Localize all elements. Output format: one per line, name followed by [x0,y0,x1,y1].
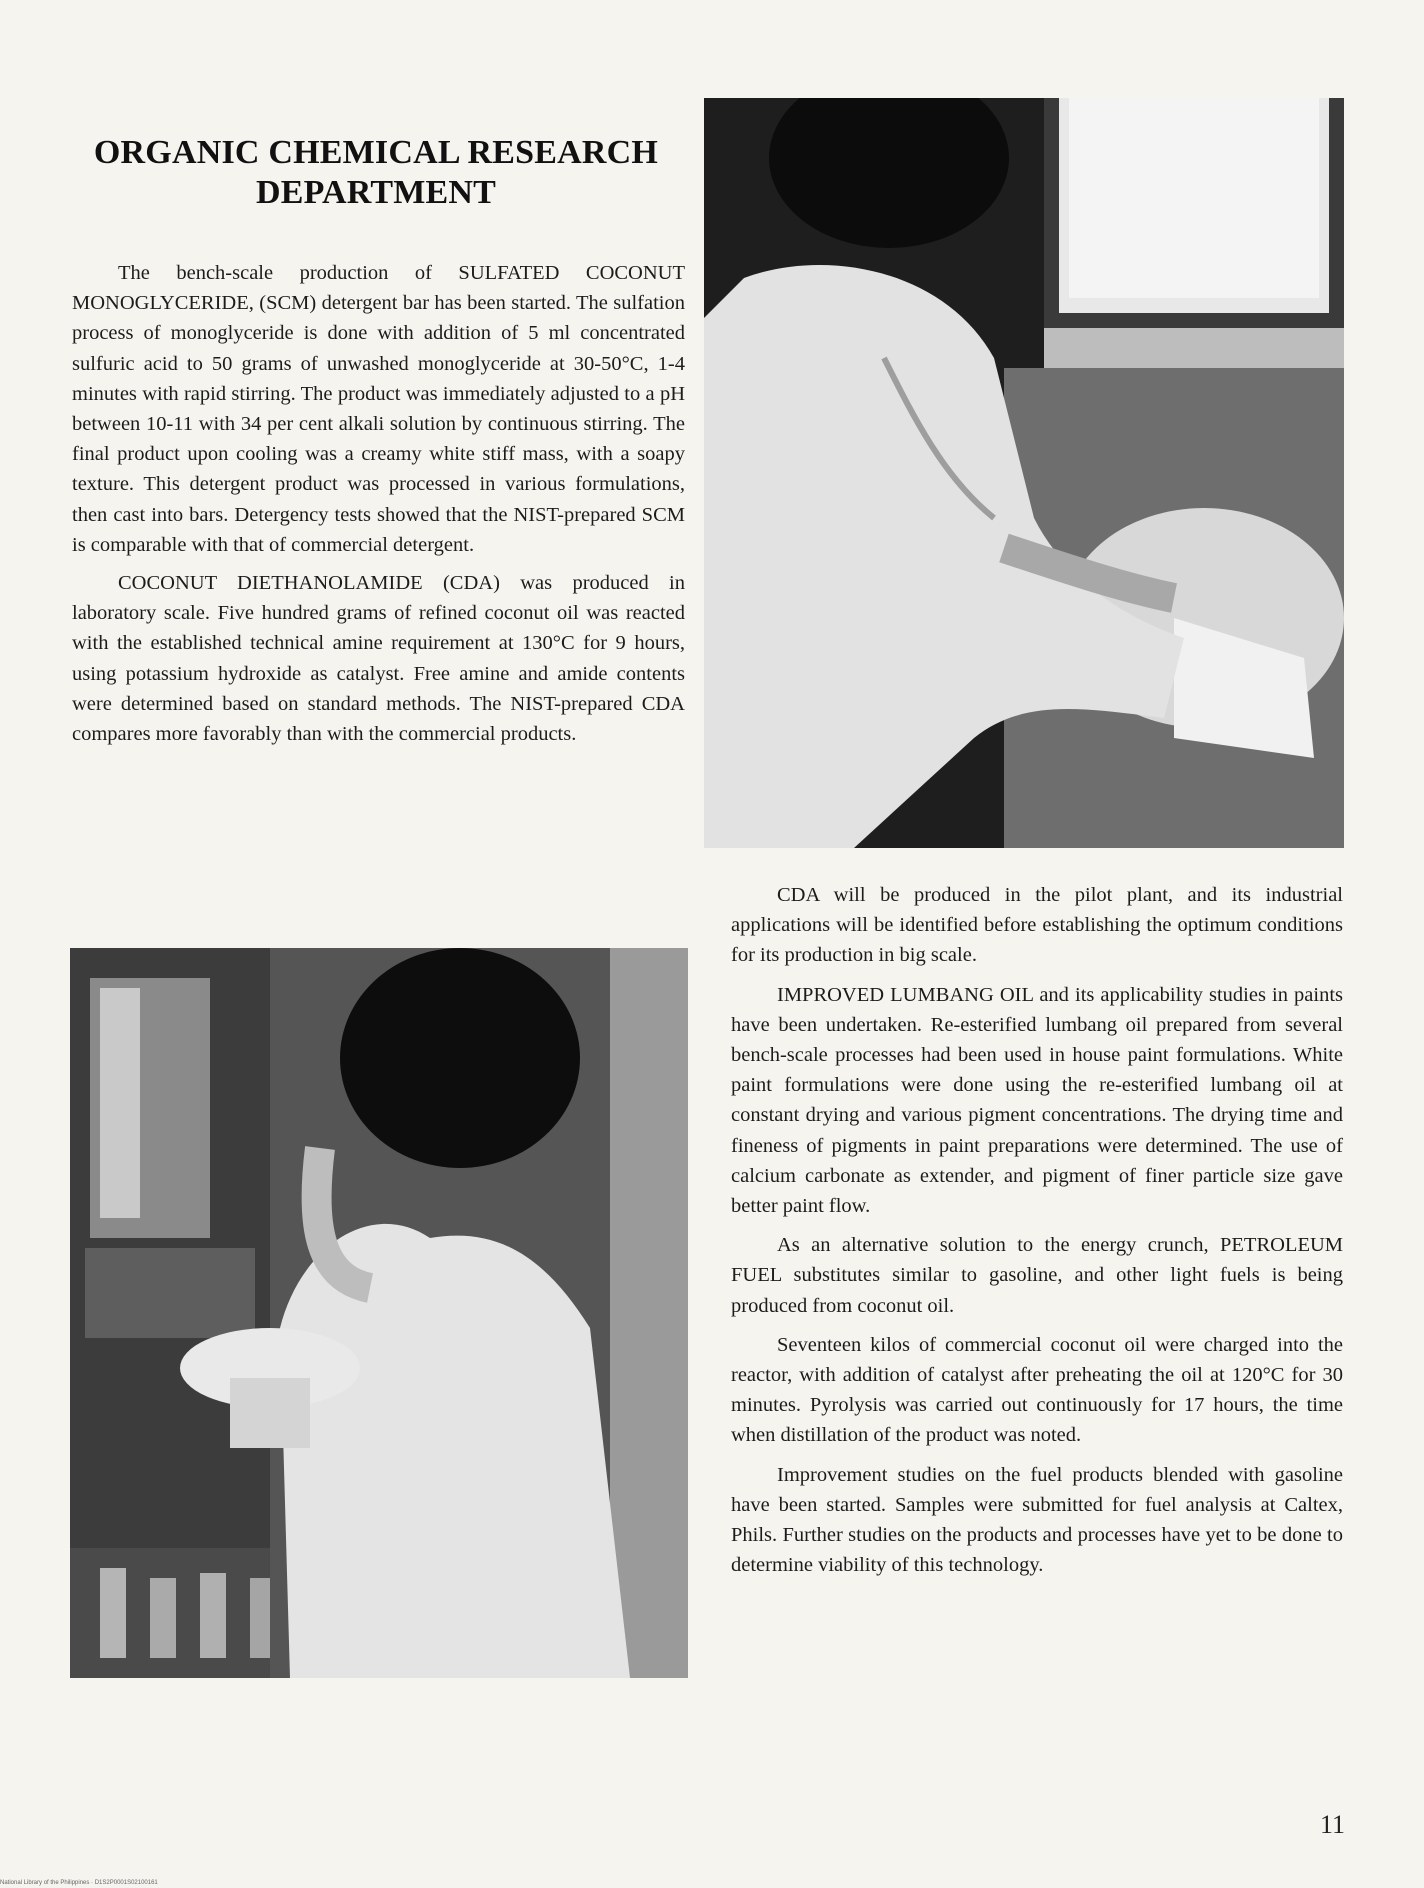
footer-note: National Library of the Philippines · D1S2P0001S02100161 [0,1880,158,1886]
right-column-text [731,880,1343,1589]
paragraph-pyrolysis: Seventeen kilos of commercial coconut oil were charged into the reactor, with addition of catalyst after preheating the oil at 120°C for 30 minutes. Pyrolysis was carried out continuously for 17 hours, the time when distillation of the product was noted. [731,1333,1343,1447]
title-line-1: ORGANIC CHEMICAL RESEARCH [93,134,659,171]
left-column-text [72,258,685,757]
paragraph-cda: COCONUT DIETHANOLAMIDE (CDA) was produced in laboratory scale. Five hundred grams of refined coconut oil was reacted with the established technical amine requirement at 130°C for 9 hours, using potassium hydroxide as catalyst. Free amine and amide contents were determined based on standard methods. The NIST-prepared CDA compares more favorably than with the commercial products. [72,572,685,746]
paragraph-lumbang-oil: IMPROVED LUMBANG OIL and its applicability studies in paints have been undertaken. Re-esterified lumbang oil prepared from several bench-scale processes had been used in house paint formulations. White paint formulations were done using the re-esterified lumbang oil at constant drying and various pigment concentrations. The drying time and fineness of pigments in paint preparations were determined. The use of calcium carbonate as extender, and pigment of finer particle size gave better paint flow. [731,983,1343,1218]
page-number: 11 [1320,1810,1346,1839]
paragraph-petroleum-fuel: As an alternative solution to the energy crunch, PETROLEUM FUEL substitutes similar to gasoline, and other light fuels is being produced from coconut oil. [731,1234,1343,1317]
title-line-2: DEPARTMENT [255,174,497,211]
page-title [66,133,686,213]
paragraph-improvement-studies: Improvement studies on the fuel products blended with gasoline have been started. Samples were submitted for fuel analysis at Caltex, Phils. Further studies on the products and processes have yet to be done to determine viability of this technology. [731,1463,1343,1577]
paragraph-scm: The bench-scale production of SULFATED COCONUT MONOGLYCERIDE, (SCM) detergent bar has been started. The sulfation process of monoglyceride is done with addition of 5 ml concentrated sulfuric acid to 50 grams of unwashed monoglyceride at 30-50°C, 1-4 minutes with rapid stirring. The product was immediately adjusted to a pH between 10-11 with 34 per cent alkali solution by continuous stirring. The final product upon cooling was a creamy white stiff mass, with a soapy texture. This detergent product was processed in various formulations, then cast into bars. Detergency tests showed that the NIST-prepared SCM is comparable with that of commercial detergent. [72,262,685,556]
lab-photo-worker-at-machine [70,948,688,1678]
lab-photo-worker-at-window-illustration [704,98,1344,848]
lab-photo-worker-at-machine-illustration [70,948,688,1678]
paragraph-cda-pilot: CDA will be produced in the pilot plant, and its industrial applications will be identified before establishing the optimum conditions for its production in big scale. [731,884,1343,967]
lab-photo-worker-at-window [704,98,1344,848]
